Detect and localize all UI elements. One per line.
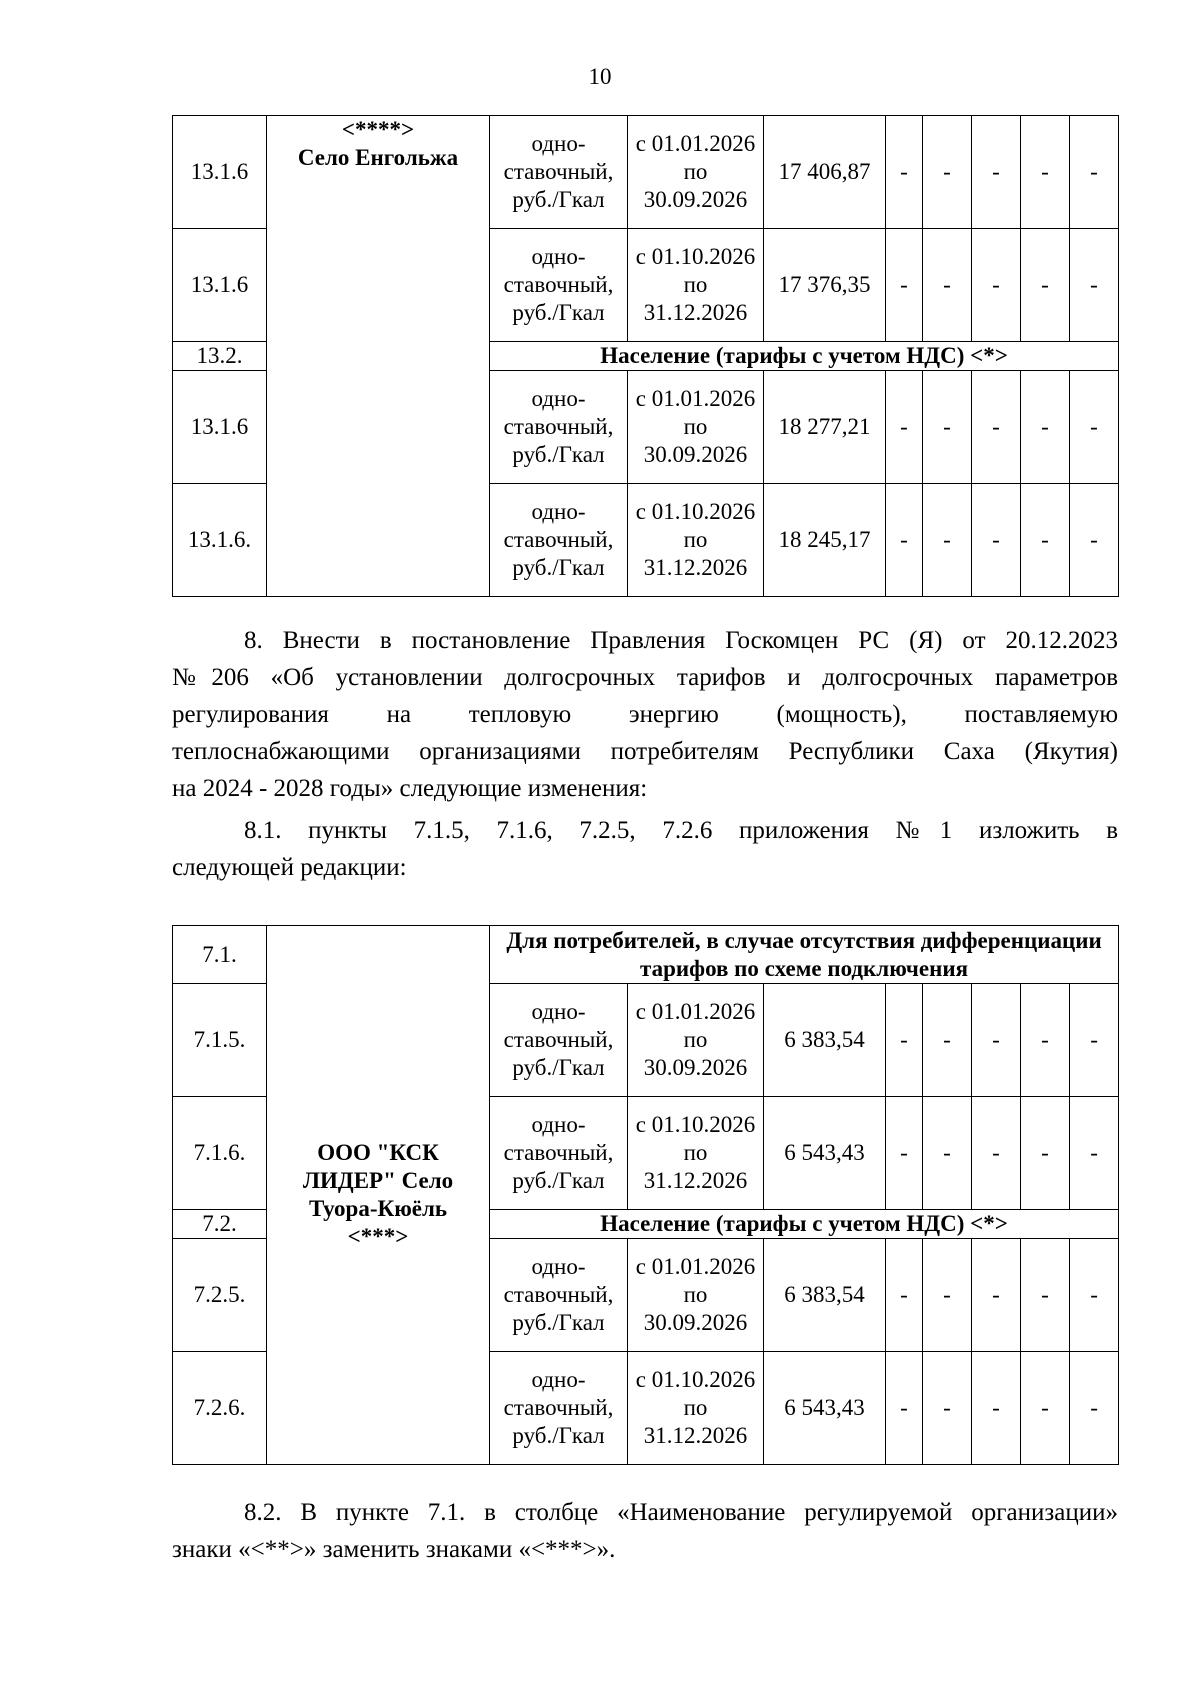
tariff-table-ksk-lider [172, 925, 1119, 1465]
tariff-type: одно-ставочный, руб./Гкал [490, 1352, 628, 1465]
row-number: 7.2.5. [173, 1239, 267, 1352]
tariff-period: с 01.01.2026 по 30.09.2026 [628, 1239, 764, 1352]
org-marker: <****> [341, 117, 415, 142]
tariff-value: 6 543,43 [764, 1352, 886, 1465]
tariff-dash: - [923, 984, 972, 1097]
tariff-dash: - [886, 1352, 923, 1465]
tariff-type: одно-ставочный, руб./Гкал [490, 116, 628, 229]
row-number: 13.1.6. [173, 484, 267, 597]
tariff-dash: - [923, 116, 972, 229]
tariff-dash: - [1021, 1239, 1070, 1352]
tariff-table-engolzha [172, 115, 1119, 597]
paragraph-line: знаки «<**>» заменить знаками «<***>». [172, 1536, 616, 1563]
tariff-period: с 01.01.2026 по 30.09.2026 [628, 984, 764, 1097]
paragraph-line: следующей редакции: [172, 854, 407, 881]
tariff-dash: - [886, 229, 923, 342]
tariff-dash: - [1021, 1097, 1070, 1210]
paragraph-8-2 [172, 1494, 1118, 1568]
tariff-dash: - [972, 116, 1021, 229]
section-label: Население (тарифы с учетом НДС) <*> [490, 1210, 1119, 1239]
tariff-dash: - [886, 116, 923, 229]
tariff-dash: - [1021, 371, 1070, 484]
paragraph-line: регулирования на тепловую энергию (мощность), поставляемую [172, 701, 1118, 728]
tariff-type: одно-ставочный, руб./Гкал [490, 1097, 628, 1210]
paragraph-8 [172, 622, 1118, 807]
tariff-period: с 01.10.2026 по 31.12.2026 [628, 1352, 764, 1465]
section-number: 7.2. [173, 1210, 267, 1239]
tariff-dash: - [886, 984, 923, 1097]
org-cell [267, 116, 490, 597]
tariff-value: 6 543,43 [764, 1097, 886, 1210]
tariff-dash: - [1070, 484, 1119, 597]
tariff-dash: - [1021, 984, 1070, 1097]
paragraph-line: №206 «Об установлении долгосрочных тарифов и долгосрочных параметров [172, 664, 1118, 691]
tariff-dash: - [886, 1097, 923, 1210]
row-number: 7.2.6. [173, 1352, 267, 1465]
tariff-dash: - [1021, 1352, 1070, 1465]
section-row [173, 926, 1119, 984]
paragraph-line: 8. Внести в постановление Правления Госкомцен РС (Я) от 20.12.2023 [244, 627, 1118, 654]
tariff-type: одно-ставочный, руб./Гкал [490, 229, 628, 342]
row-number: 13.1.6 [173, 116, 267, 229]
tariff-dash: - [1070, 1239, 1119, 1352]
tariff-period: с 01.01.2026 по 30.09.2026 [628, 116, 764, 229]
paragraph-line: 8.1. пункты 7.1.5, 7.1.6, 7.2.5, 7.2.6 приложения №1 изложить в [244, 817, 1118, 844]
tariff-type: одно-ставочный, руб./Гкал [490, 1239, 628, 1352]
tariff-dash: - [972, 1239, 1021, 1352]
section-number: 13.2. [173, 342, 267, 371]
tariff-period: с 01.10.2026 по 31.12.2026 [628, 484, 764, 597]
paragraph-line: на 2024 - 2028 годы» следующие изменения: [172, 775, 648, 802]
tariff-dash: - [923, 1239, 972, 1352]
tariff-dash: - [886, 371, 923, 484]
section-number: 7.1. [173, 926, 267, 984]
org-name: Село Енгольжа [297, 145, 459, 170]
tariff-dash: - [972, 371, 1021, 484]
tariff-value: 17 376,35 [764, 229, 886, 342]
tariff-dash: - [923, 484, 972, 597]
tariff-dash: - [1021, 116, 1070, 229]
row-number: 13.1.6 [173, 371, 267, 484]
paragraph-line: теплоснабжающими организациями потребителям Республики Саха (Якутия) [172, 738, 1118, 765]
tariff-period: с 01.10.2026 по 31.12.2026 [628, 229, 764, 342]
org-cell [267, 926, 490, 1465]
section-label: Для потребителей, в случае отсутствия дифференциации тарифов по схеме подключения [490, 926, 1119, 984]
tariff-dash: - [1021, 229, 1070, 342]
tariff-dash: - [923, 371, 972, 484]
tariff-dash: - [923, 1352, 972, 1465]
tariff-type: одно-ставочный, руб./Гкал [490, 484, 628, 597]
tariff-dash: - [886, 1239, 923, 1352]
org-name: ООО "КСК ЛИДЕР" Село Туора-Кюёль [302, 1140, 454, 1221]
tariff-dash: - [923, 1097, 972, 1210]
tariff-period: с 01.10.2026 по 31.12.2026 [628, 1097, 764, 1210]
tariff-dash: - [1070, 116, 1119, 229]
tariff-dash: - [1070, 1352, 1119, 1465]
page-number: 10 [588, 64, 612, 89]
tariff-dash: - [923, 229, 972, 342]
tariff-value: 17 406,87 [764, 116, 886, 229]
tariff-dash: - [972, 1097, 1021, 1210]
tariff-value: 18 277,21 [764, 371, 886, 484]
tariff-value: 18 245,17 [764, 484, 886, 597]
tariff-dash: - [972, 484, 1021, 597]
tariff-type: одно-ставочный, руб./Гкал [490, 984, 628, 1097]
tariff-type: одно-ставочный, руб./Гкал [490, 371, 628, 484]
org-marker: <***> [347, 1224, 409, 1249]
tariff-dash: - [886, 484, 923, 597]
tariff-dash: - [972, 984, 1021, 1097]
tariff-dash: - [1070, 1097, 1119, 1210]
tariff-dash: - [972, 229, 1021, 342]
tariff-dash: - [972, 1352, 1021, 1465]
tariff-value: 6 383,54 [764, 984, 886, 1097]
section-label: Население (тарифы с учетом НДС) <*> [490, 342, 1119, 371]
tariff-dash: - [1070, 229, 1119, 342]
tariff-value: 6 383,54 [764, 1239, 886, 1352]
tariff-dash: - [1070, 984, 1119, 1097]
paragraph-line: 8.2. В пункте 7.1. в столбце «Наименование регулируемой организации» [244, 1499, 1118, 1526]
paragraph-8-1 [172, 812, 1118, 886]
row-number: 7.1.6. [173, 1097, 267, 1210]
tariff-dash: - [1070, 371, 1119, 484]
tariff-period: с 01.01.2026 по 30.09.2026 [628, 371, 764, 484]
table-row [173, 116, 1119, 229]
tariff-dash: - [1021, 484, 1070, 597]
row-number: 7.1.5. [173, 984, 267, 1097]
row-number: 13.1.6 [173, 229, 267, 342]
